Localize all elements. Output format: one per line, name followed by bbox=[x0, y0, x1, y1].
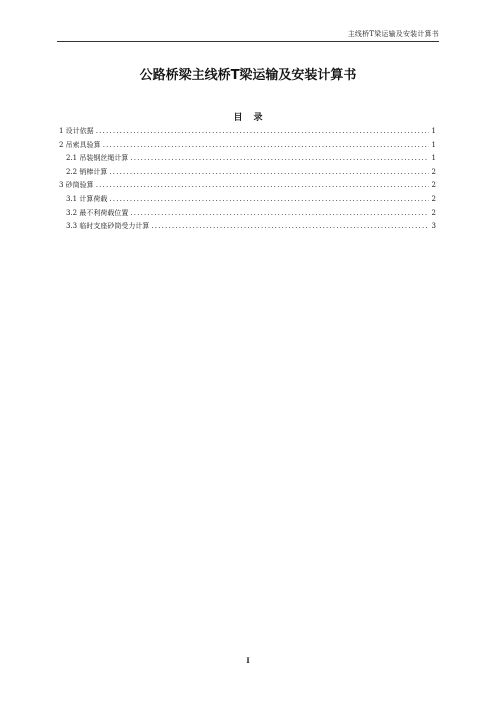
toc-entry-worst-load-position[interactable] bbox=[59, 207, 436, 221]
toc-entry-label: 3.1 计算荷载 bbox=[66, 194, 108, 203]
toc-entry-page: 2 bbox=[431, 208, 436, 217]
toc-entry-page: 1 bbox=[431, 127, 436, 135]
toc-entry-label: 3.2 最不利荷载位置 bbox=[66, 208, 129, 217]
toc-heading: 目录 bbox=[233, 113, 274, 123]
toc-entry-pin-calc[interactable] bbox=[59, 166, 436, 180]
toc-entry-page: 2 bbox=[431, 167, 436, 176]
toc-dot-leader bbox=[151, 220, 429, 234]
toc-entry-page: 1 bbox=[431, 154, 436, 163]
toc-dot-leader bbox=[109, 193, 429, 207]
toc-entry-design-basis[interactable] bbox=[59, 125, 436, 139]
toc-entry-label: 2.1 吊装钢丝绳计算 bbox=[66, 154, 129, 163]
toc-entry-design-load[interactable] bbox=[59, 193, 436, 207]
toc-dot-leader bbox=[96, 125, 429, 139]
page-number: I bbox=[246, 656, 250, 665]
toc-entry-label: 3.3 临时支座砂筒受力计算 bbox=[66, 222, 150, 231]
toc-entry-page: 3 bbox=[431, 222, 436, 231]
toc-dot-leader bbox=[103, 139, 429, 153]
toc-entry-wire-rope-calc[interactable] bbox=[59, 152, 436, 166]
document-title: 公路桥梁主线桥T梁运输及安装计算书 bbox=[139, 68, 357, 83]
toc-dot-leader bbox=[96, 179, 429, 193]
toc-entry-label: 2.2 销棒计算 bbox=[66, 167, 108, 176]
toc-entry-temp-bearing-calc[interactable] bbox=[59, 220, 436, 234]
toc-dot-leader bbox=[130, 207, 429, 221]
toc-entry-label: 3 砂筒验算 bbox=[59, 181, 94, 190]
toc-entry-sand-cylinder-check[interactable] bbox=[59, 179, 436, 193]
toc-dot-leader bbox=[130, 152, 429, 166]
toc-entry-page: 1 bbox=[431, 140, 436, 149]
toc-entry-page: 2 bbox=[431, 194, 436, 203]
table-of-contents bbox=[59, 125, 436, 234]
toc-entry-page: 2 bbox=[431, 181, 436, 190]
toc-entry-label: 2 吊索具验算 bbox=[59, 140, 101, 149]
toc-entry-label: 1 设计依据 bbox=[59, 127, 94, 135]
toc-entry-rigging-check[interactable] bbox=[59, 139, 436, 153]
header-rule bbox=[57, 41, 439, 42]
running-header: 主线桥T梁运输及安装计算书 bbox=[347, 30, 439, 38]
toc-dot-leader bbox=[109, 166, 429, 180]
